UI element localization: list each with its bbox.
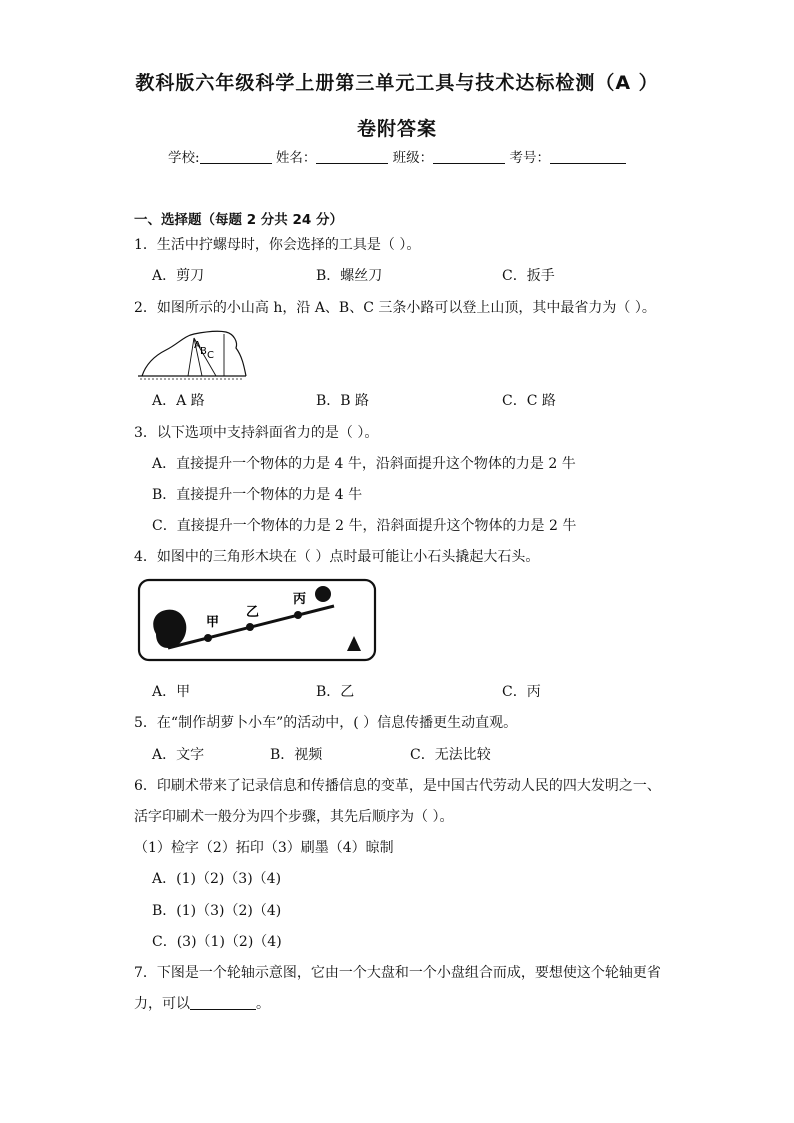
q4-option-c[interactable]: C．丙 bbox=[502, 684, 541, 700]
class-label: 班级： bbox=[392, 150, 434, 166]
q5-option-b[interactable]: B．视频 bbox=[270, 747, 323, 763]
q4-option-a[interactable]: A．甲 bbox=[152, 684, 191, 700]
q1-stem: 1．生活中拧螺母时，你会选择的工具是（ ）。 bbox=[134, 237, 421, 253]
q2-option-c[interactable]: C．C 路 bbox=[502, 393, 556, 409]
q3-option-c[interactable]: C．直接提升一个物体的力是 2 牛，沿斜面提升这个物体的力是 2 牛 bbox=[152, 518, 577, 534]
q6-option-b[interactable]: B．(1)（3)（2)（4) bbox=[152, 903, 282, 919]
q2-stem: 2．如图所示的小山高 h，沿 A、B、C 三条小路可以登上山顶，其中最省力为（ ）。 bbox=[134, 300, 656, 316]
school-label: 学校: bbox=[168, 150, 200, 166]
q1-option-c[interactable]: C．扳手 bbox=[502, 268, 555, 284]
q6-steps: （1）检字（2）拓印（3）刷墨（4）晾制 bbox=[134, 840, 394, 856]
q4-point-jia bbox=[204, 634, 212, 642]
q4-wedge bbox=[347, 636, 361, 651]
q5-option-a[interactable]: A．文字 bbox=[152, 747, 205, 763]
q6-stem-line1: 6．印刷术带来了记录信息和传播信息的变革，是中国古代劳动人民的四大发明之一、 bbox=[134, 778, 661, 794]
q1-option-b[interactable]: B．螺丝刀 bbox=[316, 268, 383, 284]
q4-label-yi: 乙 bbox=[246, 605, 260, 620]
number-label: 考号： bbox=[509, 150, 550, 166]
q4-lever-figure bbox=[136, 576, 380, 664]
name-label: 姓名： bbox=[275, 150, 317, 166]
student-info-row bbox=[0, 146, 794, 166]
q3-option-b[interactable]: B．直接提升一个物体的力是 4 牛 bbox=[152, 487, 363, 503]
q4-point-yi bbox=[246, 623, 254, 631]
q6-option-c[interactable]: C．(3)（1)（2)（4) bbox=[152, 934, 282, 950]
q5-stem: 5．在“制作胡萝卜小车”的活动中，( ）信息传播更生动直观。 bbox=[134, 715, 518, 731]
q2-label-a: A bbox=[194, 340, 201, 351]
q2-label-b: B bbox=[200, 346, 207, 357]
section-heading: 一、选择题（每题 2 分共 24 分） bbox=[134, 212, 343, 228]
q1-option-a[interactable]: A．剪刀 bbox=[152, 268, 205, 284]
title-line-1: 教科版六年级科学上册第三单元工具与技术达标检测（A ） bbox=[135, 72, 659, 94]
q2-hill-figure bbox=[136, 326, 248, 382]
q3-stem: 3．以下选项中支持斜面省力的是（ ）。 bbox=[134, 425, 379, 441]
q7-stem-end: 。 bbox=[256, 996, 270, 1012]
class-blank[interactable] bbox=[433, 149, 505, 164]
q5-option-c[interactable]: C．无法比较 bbox=[410, 747, 491, 763]
q3-option-a[interactable]: A．直接提升一个物体的力是 4 牛，沿斜面提升这个物体的力是 2 牛 bbox=[152, 456, 576, 472]
title-line-2: 卷附答案 bbox=[356, 118, 437, 140]
q7-answer-blank[interactable] bbox=[190, 995, 256, 1010]
school-blank[interactable] bbox=[200, 149, 272, 164]
q2-label-c: C bbox=[207, 350, 214, 361]
number-blank[interactable] bbox=[550, 149, 626, 164]
q7-stem-line2 bbox=[134, 993, 270, 1013]
q6-stem-line2: 活字印刷术一般分为四个步骤，其先后顺序为（ ）。 bbox=[134, 809, 454, 825]
name-blank[interactable] bbox=[316, 149, 388, 164]
q7-stem-line1: 7．下图是一个轮轴示意图，它由一个大盘和一个小盘组合而成，要想使这个轮轴更省 bbox=[134, 965, 661, 981]
q4-stem: 4．如图中的三角形木块在（ ）点时最可能让小石头撬起大石头。 bbox=[134, 549, 540, 565]
q4-option-b[interactable]: B．乙 bbox=[316, 684, 355, 700]
q4-label-jia: 甲 bbox=[206, 615, 220, 630]
q2-option-b[interactable]: B．B 路 bbox=[316, 393, 370, 409]
q7-stem-text: 力，可以 bbox=[134, 996, 190, 1012]
q4-point-bing bbox=[294, 611, 302, 619]
q4-label-bing: 丙 bbox=[293, 592, 307, 607]
q2-option-a[interactable]: A．A 路 bbox=[152, 393, 205, 409]
q6-option-a[interactable]: A．(1)（2)（3)（4) bbox=[152, 871, 282, 887]
